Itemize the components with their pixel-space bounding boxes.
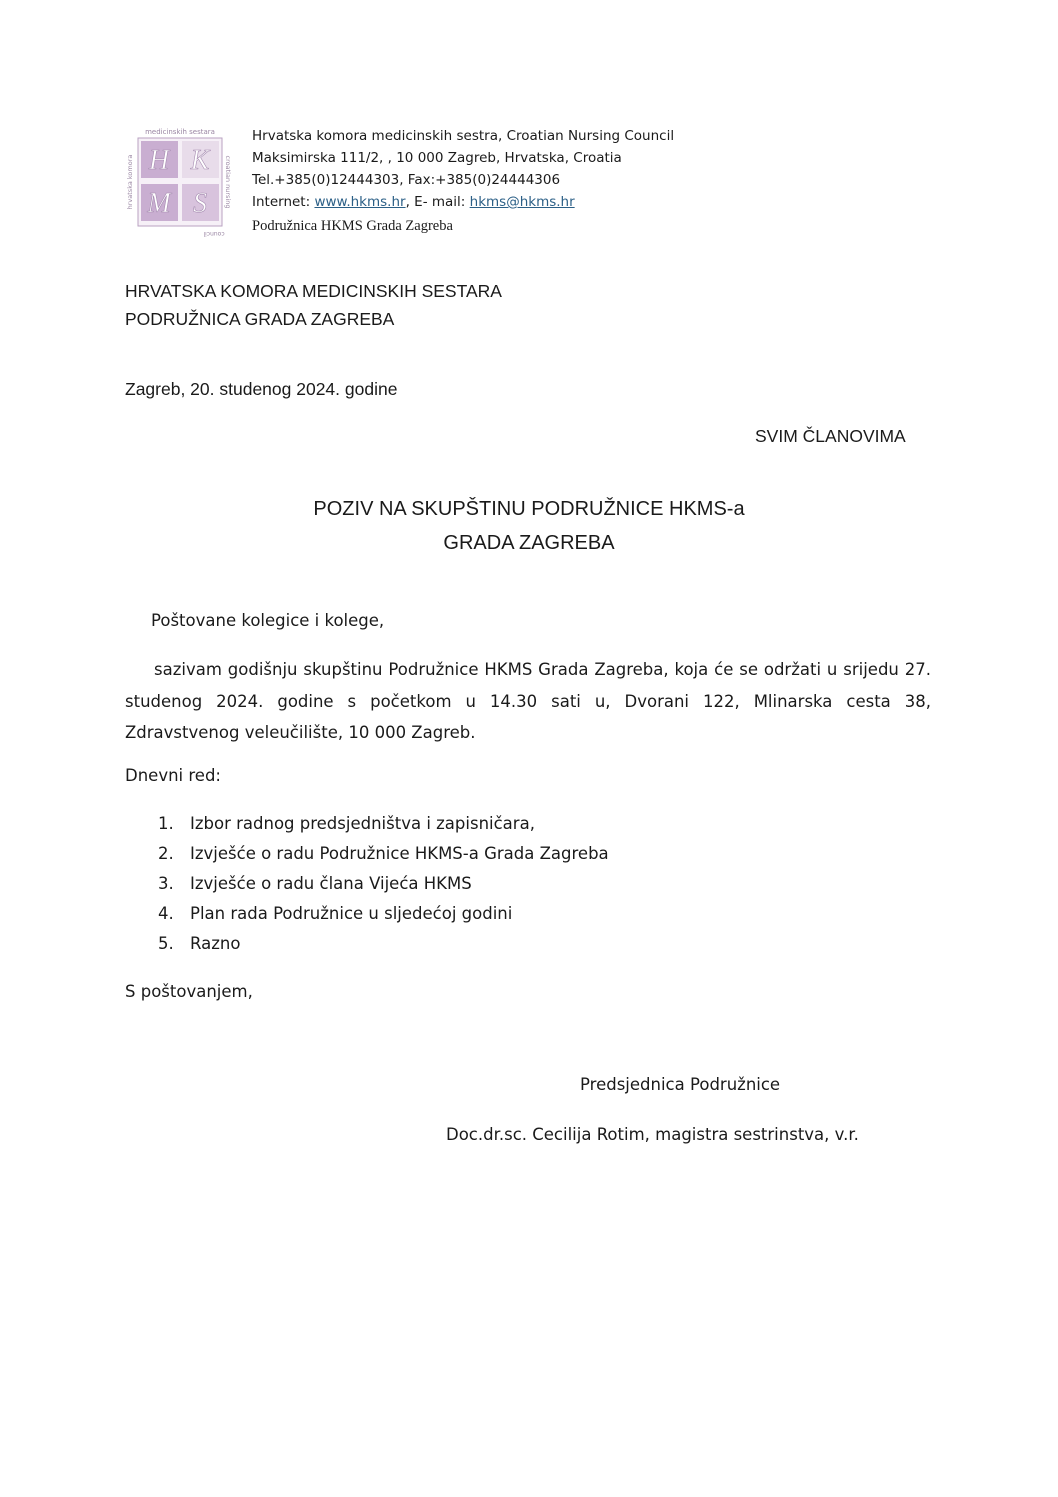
agenda-number: 2. [158,844,174,863]
sender-branch: PODRUŽNICA GRADA ZAGREBA [125,309,395,329]
agenda-number: 3. [158,874,174,893]
letterhead-phone-fax: Tel.+385(0)12444303, Fax:+385(0)24444306 [252,172,561,188]
agenda-text: Izvješće o radu Podružnice HKMS-a Grada Zagreba [190,844,609,863]
sender-organization: HRVATSKA KOMORA MEDICINSKIH SESTARA [125,281,502,301]
logo-letter-k: K [190,145,210,176]
agenda-text: Izvješće o radu člana Vijeća HKMS [190,874,472,893]
logo-letter-s: S [193,188,207,219]
letterhead-branch: Podružnica HKMS Grada Zagreba [252,218,453,234]
letterhead-address: Maksimirska 111/2, , 10 000 Zagreb, Hrvatska, Croatia [252,150,622,166]
document-date: Zagreb, 20. studenog 2024. godine [125,379,398,399]
closing: S poštovanjem, [125,982,253,1001]
logo-side-right: croatian nursing [224,155,232,209]
agenda-label: Dnevni red: [125,766,221,785]
logo-letter-h: H [148,145,170,176]
email-label: , E- mail: [405,194,470,210]
letterhead-contact-line [252,194,575,210]
title-text-1: POZIV NA SKUPŠTINU PODRUŽNICE HKMS-a [313,498,745,520]
agenda-text: Plan rada Podružnice u sljedećoj godini [190,904,513,923]
document-title-line-2 [0,532,1058,554]
email-link[interactable]: hkms@hkms.hr [469,194,575,210]
title-text-2: GRADA ZAGREBA [443,532,615,554]
letterhead-organization: Hrvatska komora medicinskih sestra, Croatian Nursing Council [252,128,675,144]
document-title-line-1 [0,498,1058,520]
website-link[interactable]: www.hkms.hr [314,194,406,210]
internet-label: Internet: [252,194,315,210]
logo-side-bottom: council [203,230,225,237]
logo-side-top: medicinskih sestara [145,128,215,136]
signature-role: Predsjednica Podružnice [580,1075,781,1094]
agenda-number: 5. [158,934,174,953]
greeting: Poštovane kolegice i kolege, [151,611,385,630]
logo-side-left: hrvatska komora [126,154,134,210]
recipient: SVIM ČLANOVIMA [755,426,906,446]
agenda-number: 1. [158,814,174,833]
agenda-number: 4. [158,904,174,923]
invitation-paragraph: sazivam godišnju skupštinu Podružnice HKMS Grada Zagreba, koja će se održati u srijedu 27. studenog 2024. godine s početkom u 14.30 sati u, Dvorani 122, Mlinarska cesta 38, Zdravstvenog veleučilište, 10 000 Zagreb. [125,660,931,742]
agenda-text: Razno [190,934,241,953]
logo-letter-m: M [147,188,171,219]
hkms-logo [118,124,230,236]
agenda-text: Izbor radnog predsjedništva i zapisničara, [190,814,535,833]
signature-name: Doc.dr.sc. Cecilija Rotim, magistra sestrinstva, v.r. [446,1125,859,1144]
